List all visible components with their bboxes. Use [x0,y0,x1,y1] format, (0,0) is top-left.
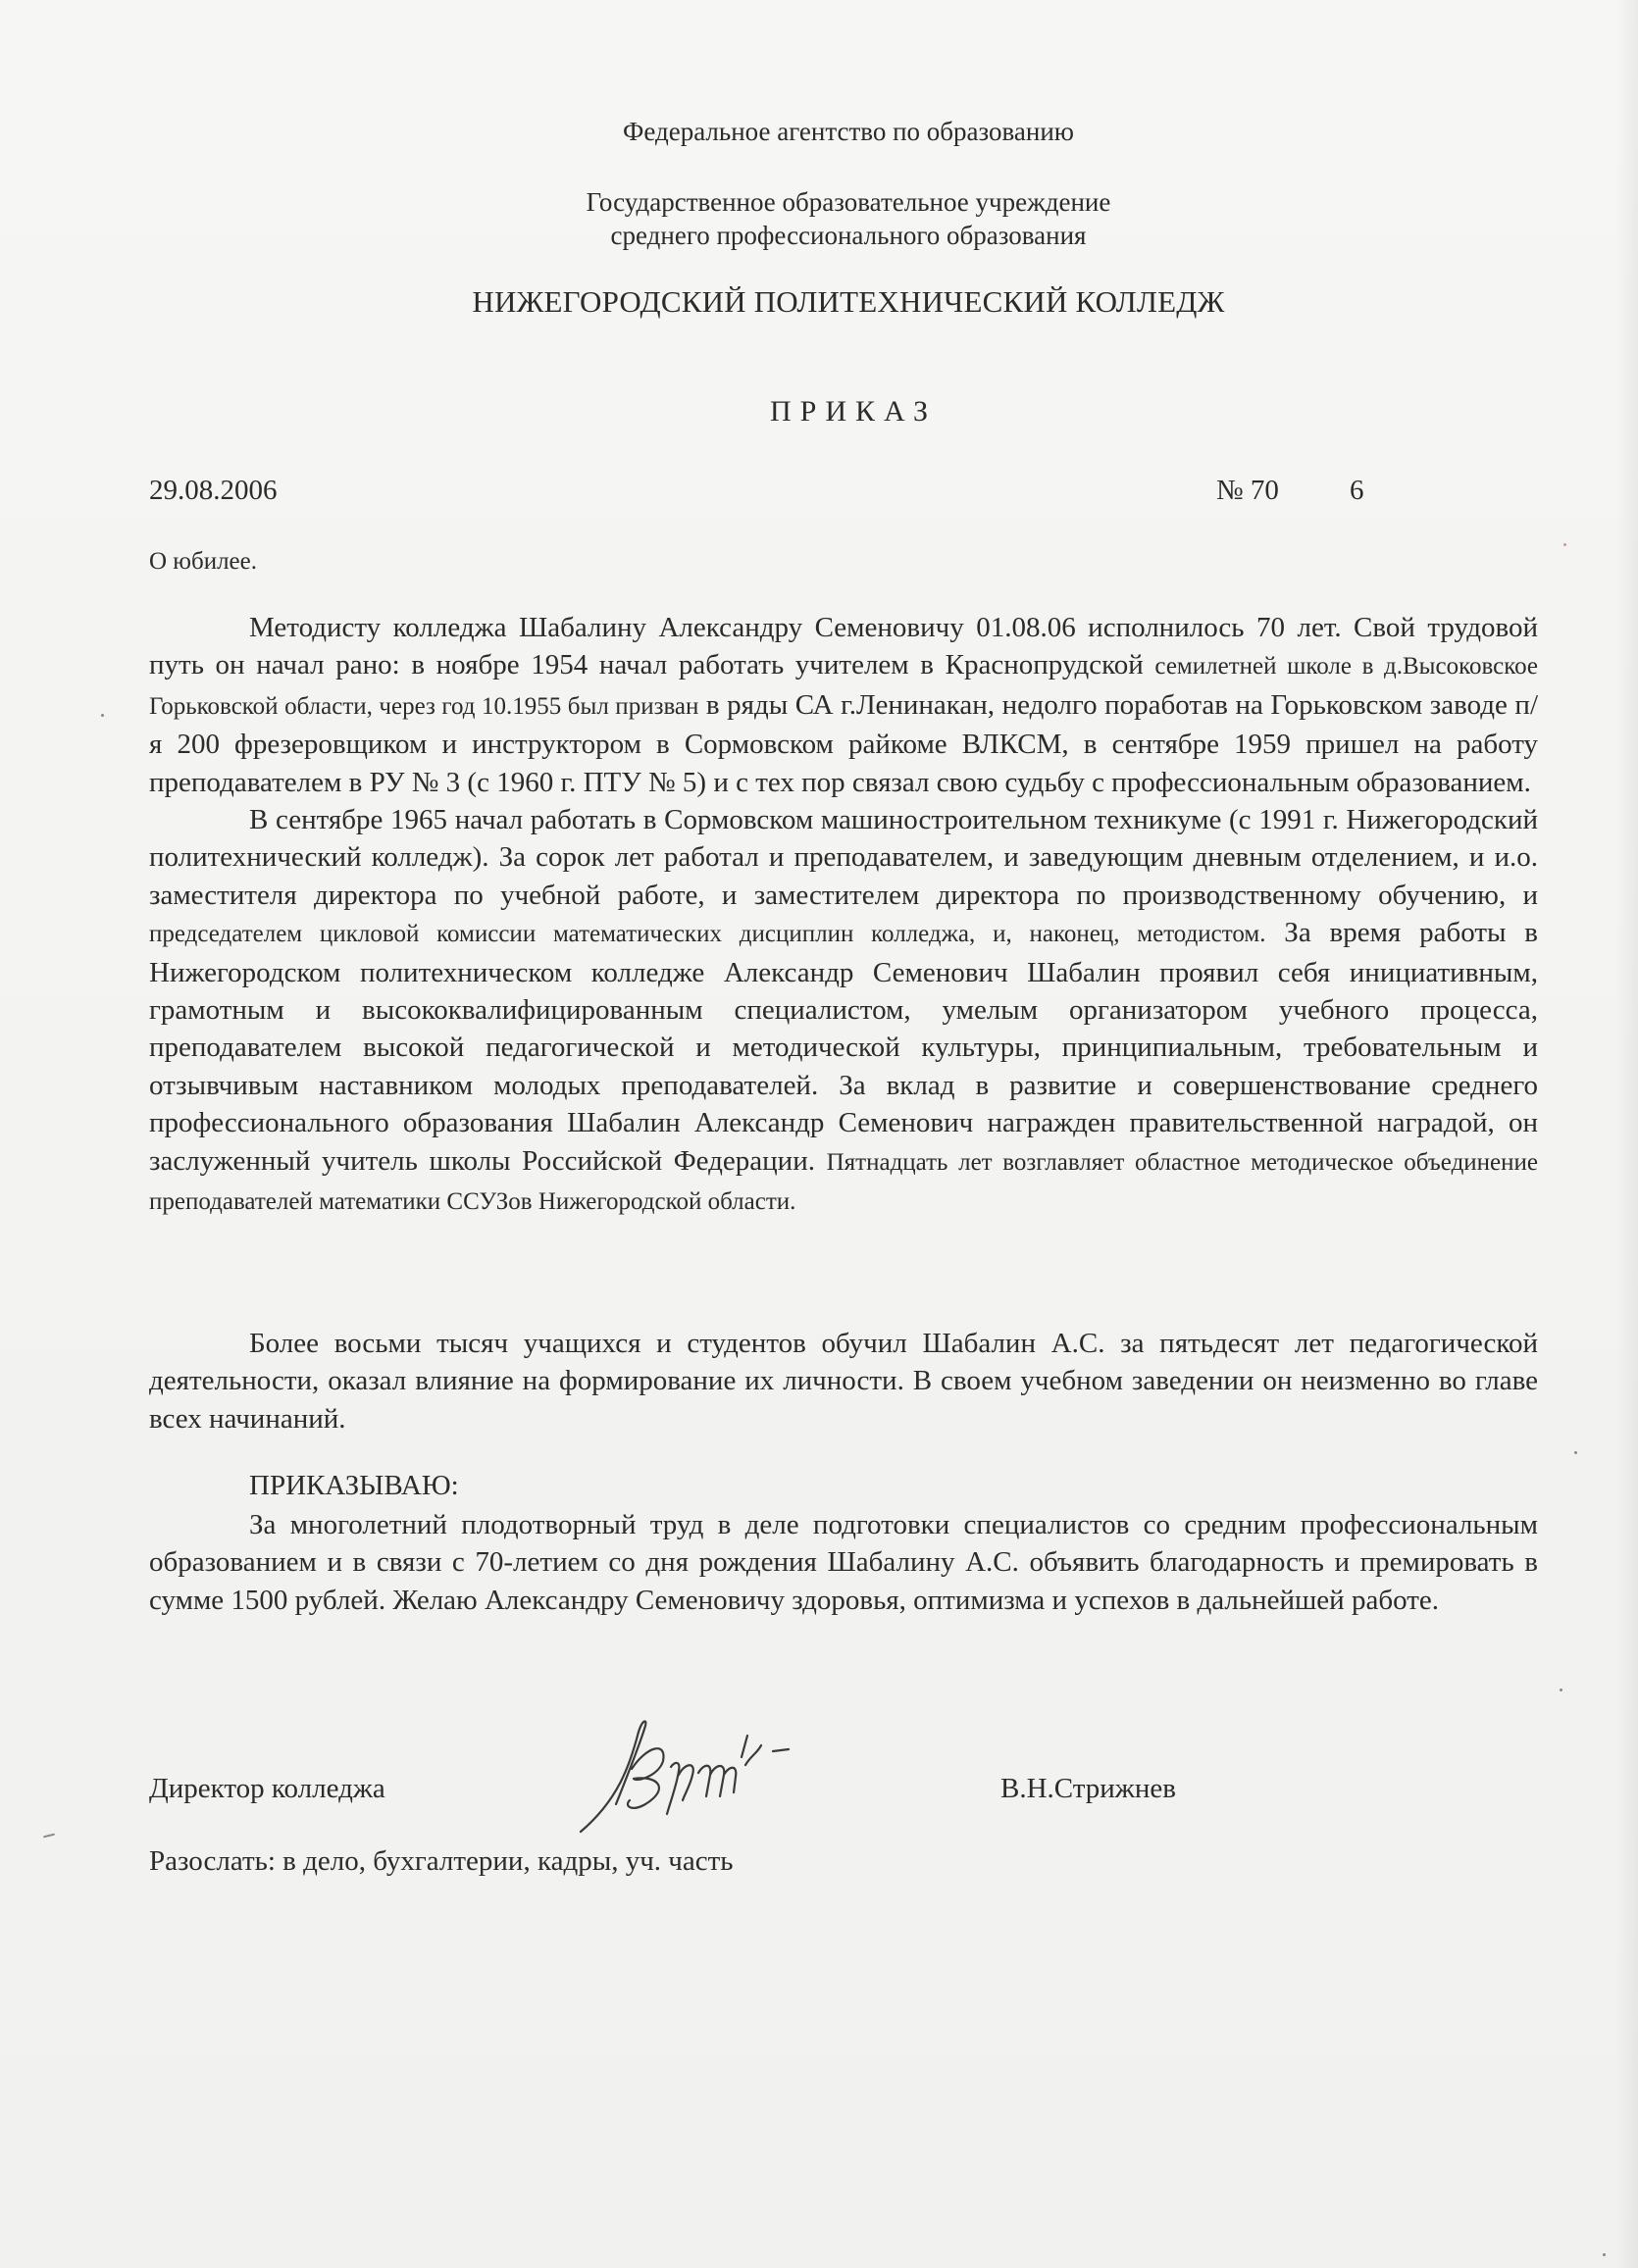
college-name: НИЖЕГОРОДСКИЙ ПОЛИТЕХНИЧЕСКИЙ КОЛЛЕДЖ [472,284,1225,319]
document-title: ПРИКАЗ [770,395,937,428]
paragraph-1-text-a: Методисту колледжа Шабалину Александру Семеновичу 01.08.06 исполнилось 70 лет. Свой трудовой путь он начал рано: в ноябре 1954 начал работать учителем в Краснопрудской [149,612,1538,681]
document-date: 29.08.2006 [149,475,278,506]
document-number: № 70 [1216,475,1279,506]
paragraph-1-text-small: семилетней школе в д.Высоковское Горьковской области, через год 10.1955 был призван [149,653,1538,720]
scan-speck [1560,1688,1562,1691]
paragraph-1-text-b: в ряды СА г.Ленинакан, недолго поработав на Горьковском заводе п/я 200 фрезеровщиком и инструктором в Сормовском райкоме ВЛКСМ, в сентябре 1959 пришел на работу преподавателем в РУ № 3 (с 1960 г. ПТУ № 5) и с тех пор связал свою судьбу с профессиональным образованием. [149,688,1539,798]
institution-line-2: среднего профессионального образования [610,221,1087,250]
institution-line-1: Государственное образовательное учреждение [586,187,1111,217]
scan-speck [1603,2253,1606,2256]
order-heading: ПРИКАЗЫВАЮ: [249,1470,459,1501]
order-text: За многолетний плодотворный труд в деле подготовки специалистов со средним профессиональным образованием и в связи с 70-летием со дня рождения Шабалину А.С. объявить благодарность и премировать в сумме 1500 рублей. Желаю Александру Семеновичу здоровья, оптимизма и успехов в дальнейшей работе. [149,1509,1538,1616]
director-name: В.Н.Стрижнев [1000,1773,1176,1804]
scan-speck [1574,1451,1577,1454]
director-title: Директор колледжа [149,1773,385,1804]
paragraph-2 [149,801,1538,1221]
order-block [149,1506,1538,1619]
paragraph-2-text-small-b: Пятнадцать лет возглавляет областное методическое объединение преподавателей математики ССУЗов Нижегородской области. [149,1148,1538,1216]
paragraph-3: Более восьми тысяч учащихся и студентов обучил Шабалин А.С. за пятьдесят лет педагогической деятельности, оказал влияние на формирование их личности. В своем учебном заведении он неизменно во главе всех начинаний. [149,1328,1538,1435]
body-paragraphs [149,609,1538,1222]
paragraph-2-text-b: За время работы в Нижегородском политехническом колледже Александр Семенович Шабалин проявил себя инициативным, грамотным и высококвалифицированным специалистом, умелым организатором учебного процесса, преподавателем высокой педагогической и методической культуры, принципиальным, требовательным и отзывчивым наставником молодых преподавателей. За вклад в развитие и совершенствование среднего профессионального образования Шабалин Александр Семенович награжден правительственной наградой, он заслуженный учитель школы Российской Федерации. [149,917,1538,1177]
paragraph-2-text-a: В сентябре 1965 начал работать в Сормовском машиностроительном техникуме (с 1991 г. Нижегородский политехнический колледж). За сорок лет работал и преподавателем, и заведующим дневным отделением, и и.о. заместителя директора по учебной работе, и заместителем директора по производственному обучению, и [149,804,1538,911]
document-number-suffix: 6 [1350,475,1364,506]
paragraph-3-block [149,1325,1538,1437]
agency-name: Федеральное агентство по образованию [623,117,1074,146]
scan-speck [101,714,104,717]
scan-speck [43,1834,55,1839]
document-subject: О юбилее. [149,548,257,575]
paragraph-1 [149,609,1538,801]
page-edge-shadow [1616,0,1638,2268]
paragraph-2-text-small-a: председателем цикловой комиссии математических дисциплин колледжа, и, наконец, методистом. [149,921,1266,948]
distribution-list: Разослать: в дело, бухгалтерии, кадры, уч. часть [149,1845,734,1877]
director-signature [569,1706,834,1843]
scan-speck [1563,543,1566,546]
